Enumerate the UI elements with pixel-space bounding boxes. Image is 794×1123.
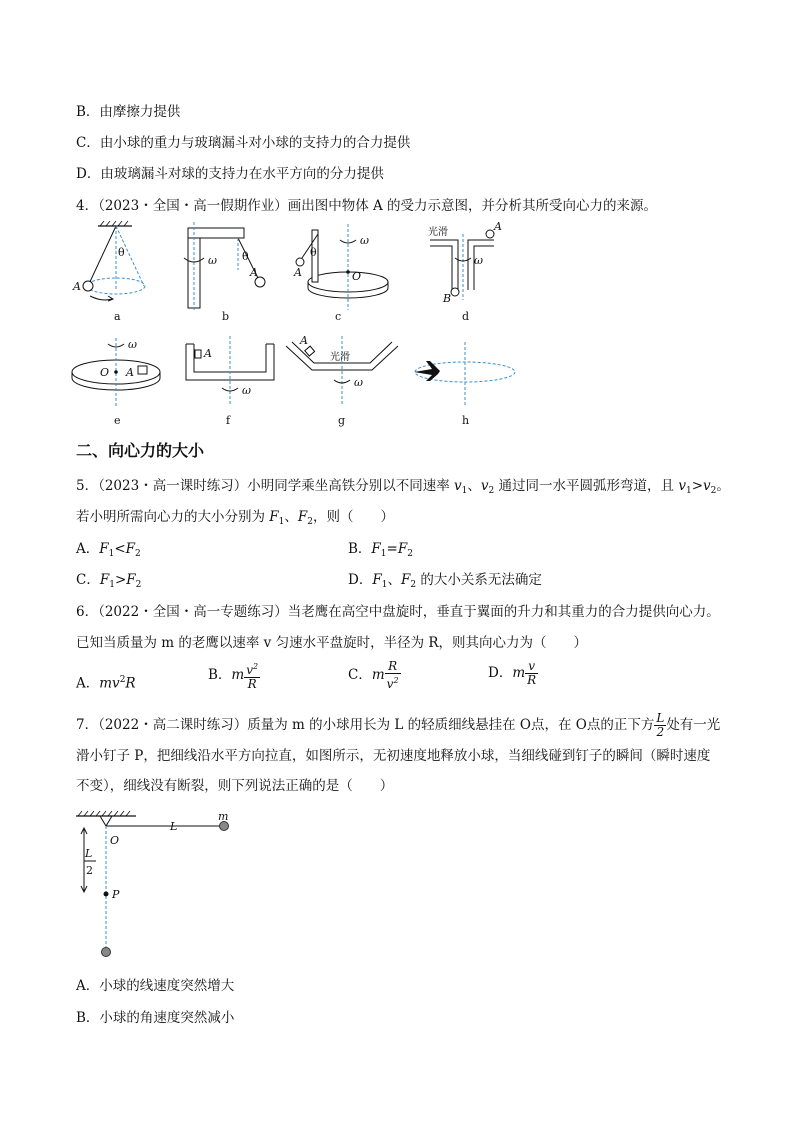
a-label-f: A [204, 347, 212, 360]
smooth-label-d: 光滑 [428, 227, 448, 238]
q6-opt-b-letter: B． [208, 667, 232, 683]
q5-mid: 通过同一水平圆弧形弯道，且 [494, 478, 679, 494]
omega-label-g: ω [354, 376, 363, 389]
figure-label-h: h [462, 414, 470, 427]
o-label-c: O [352, 270, 362, 283]
q5-option-c[interactable]: C．$F_1>F_2$ [76, 572, 142, 590]
figure-label-d: d [462, 310, 470, 323]
q5-opt-d-text: 的大小关系无法确定 [416, 572, 542, 588]
figure-c [293, 224, 388, 323]
q5-line2: 若小明所需向心力的大小分别为 [76, 509, 270, 525]
nail-p [104, 892, 109, 897]
option-d-top: D．由玻璃漏斗对球的支持力在水平方向的分力提供 [76, 166, 384, 182]
theta-label-c: θ [310, 246, 317, 259]
figure-label-a: a [114, 310, 121, 323]
q7-frac-num: L [656, 711, 665, 725]
theta-label-b: θ [242, 250, 249, 263]
q6-opt-d-letter: D． [488, 665, 513, 681]
figure-b [184, 222, 265, 323]
figure-label-e: e [114, 414, 121, 427]
a-label-b: A [250, 266, 258, 279]
q7-fig-half-den: 2 [86, 864, 93, 877]
question-6-line-1: 6．（2022・全国・高一专题练习）当老鹰在高空中盘旋时，垂直于翼面的升力和其重力的合力提供向心力。 [76, 604, 720, 620]
figure-a [72, 221, 145, 323]
omega-label-c: ω [360, 234, 369, 247]
omega-label-e: ω [128, 338, 137, 351]
question-5-line-2: 若小明所需向心力的大小分别为 $F_1$、$F_2$，则（ ） [76, 509, 395, 527]
q5-option-b[interactable]: B．$F_1=F_2$ [348, 541, 413, 559]
question-7-line-1 [76, 712, 720, 739]
question-6-line-2: 已知当质量为 m 的老鹰以速率 v 匀速水平盘旋时，半径为 R，则其向心力为（ ） [76, 635, 588, 651]
q7-figure [72, 810, 242, 970]
q7-frac-den: 2 [656, 725, 665, 739]
figure-e [72, 338, 160, 427]
q7-option-b[interactable]: B．小球的角速度突然减小 [76, 1010, 235, 1026]
option-b-top: B．由摩擦力提供 [76, 104, 181, 120]
figure-label-b: b [222, 310, 230, 323]
q7-fig-o: O [110, 834, 120, 847]
q5-option-d[interactable]: D．$F_1$、$F_2$ 的大小关系无法确定 [348, 572, 542, 590]
q4-figure-panel [60, 220, 540, 435]
a-label-d: A [494, 220, 502, 233]
figure-d [428, 220, 502, 323]
a-label-c: A [294, 266, 302, 279]
option-c-top: C．由小球的重力与玻璃漏斗对小球的支持力的合力提供 [76, 135, 411, 151]
q7-line1a: 7．（2022・高二课时练习）质量为 m 的小球用长为 L 的轻质细线悬挂在 O点，在 O点的正下方 [76, 717, 655, 733]
q7-option-a[interactable]: A．小球的线速度突然增大 [76, 978, 235, 994]
q7-fig-p: P [112, 888, 120, 901]
q5-opt-b-letter: B． [348, 541, 372, 557]
q6-option-b[interactable]: B．m $\frac{v^2}{R}$ [208, 662, 259, 691]
q5-line2-end: ，则（ ） [313, 509, 395, 525]
o-label-e: O [100, 366, 110, 379]
q6-opt-a-letter: A． [76, 675, 100, 692]
figure-label-f: f [226, 414, 231, 427]
q7-ball-lower [102, 948, 111, 957]
smooth-label-g: 光滑 [330, 352, 350, 363]
omega-label-b: ω [208, 254, 217, 267]
figure-g [286, 334, 398, 427]
omega-label-f: ω [242, 384, 251, 397]
b-label-d: B [443, 292, 452, 305]
q7-fig-l: L [170, 820, 178, 833]
q6-opt-c-letter: C． [348, 667, 372, 683]
omega-label-d: ω [474, 254, 483, 267]
question-7-line-2: 滑小钉子 P，把细线沿水平方向拉直，如图所示，无初速度地释放小球，当细线碰到钉子的瞬间（瞬时速度 [76, 748, 711, 764]
q5-opt-a-letter: A． [76, 541, 100, 557]
a-label-e: A [126, 366, 134, 379]
section-2-heading: 二、向心力的大小 [76, 441, 205, 460]
question-4-text: 4．（2023・全国・高一假期作业）画出图中物体 A 的受力示意图，并分析其所受向心力的来源。 [76, 198, 658, 214]
q5-opt-d-letter: D． [348, 572, 373, 588]
figure-label-g: g [338, 414, 346, 427]
a-label-a: A [73, 280, 81, 293]
q7-line1b: 处有一光 [666, 717, 721, 733]
q5-opt-c-letter: C． [76, 572, 100, 588]
figure-label-c: c [335, 310, 342, 323]
q7-fig-half-num: L [85, 847, 93, 860]
q7-fig-m: m [218, 810, 229, 823]
figure-f [186, 336, 274, 427]
q5-option-a[interactable]: A．$F_1<F_2$ [76, 541, 141, 559]
figure-h [414, 342, 515, 427]
a-label-g: A [300, 334, 308, 347]
theta-label-a: θ [118, 246, 125, 259]
q6-option-d[interactable]: D．m $\frac{v}{R}$ [488, 659, 537, 687]
question-7-line-3: 不变），细线没有断裂，则下列说法正确的是（ ） [76, 778, 394, 794]
question-5-line-1: 5．（2023・高一课时练习）小明同学乘坐高铁分别以不同速率 $v_1$、$v_2$ 通过同一水平圆弧形弯道，且 $v_1>v_2$。 [76, 478, 730, 496]
q6-option-a[interactable]: A．$mv^2R$ [76, 675, 136, 692]
q6-option-c[interactable]: C．m $\frac{R}{v^2}$ [348, 659, 399, 691]
q5-prefix: 5．（2023・高一课时练习）小明同学乘坐高铁分别以不同速率 [76, 478, 454, 494]
